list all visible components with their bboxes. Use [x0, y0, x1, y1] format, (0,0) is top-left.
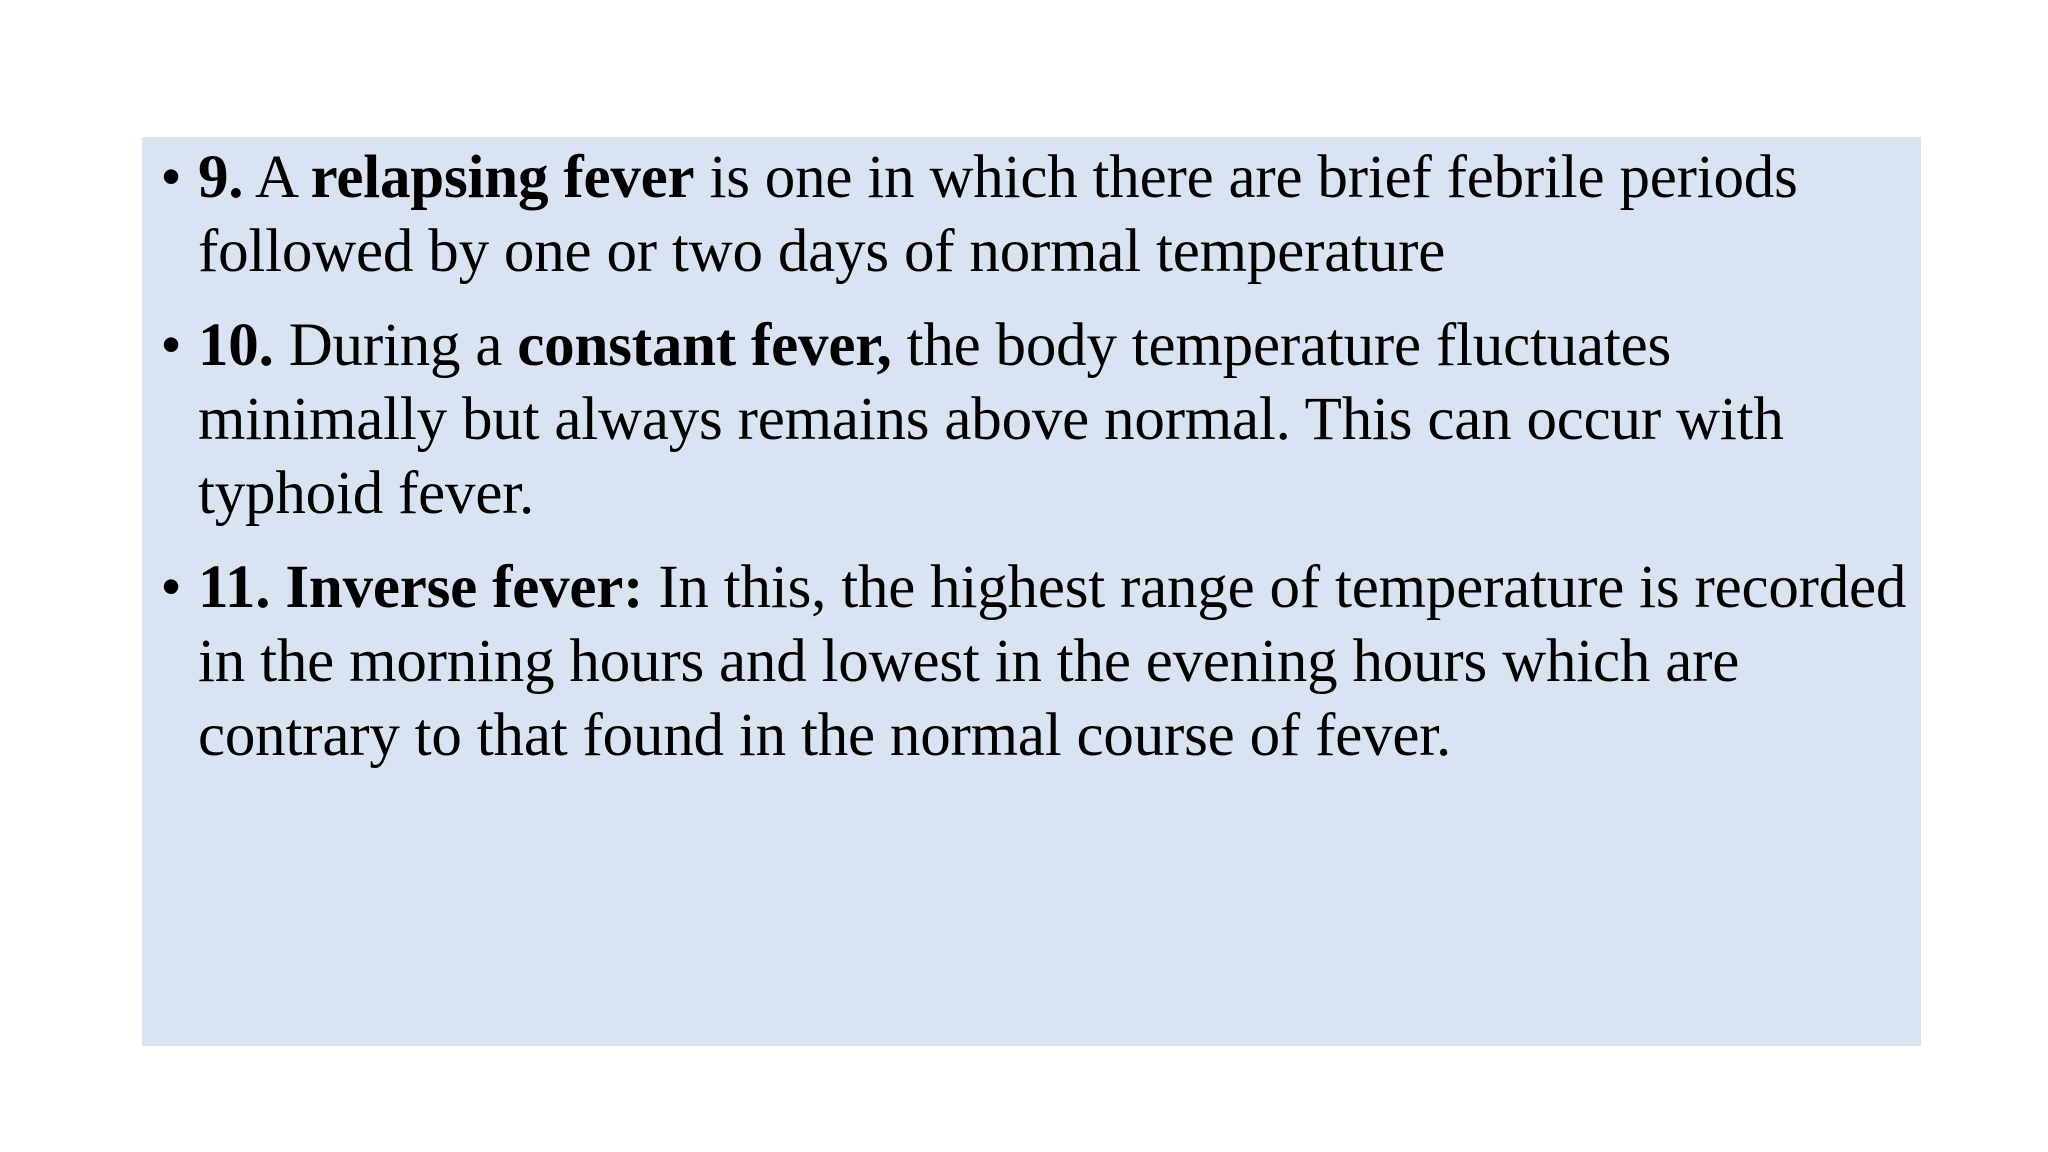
- item-text: the body temperature fluctuates minimally but always remains above normal. This can occur with typhoid fever.: [198, 312, 1784, 527]
- bullet-icon: •: [160, 144, 182, 211]
- item-text: During a: [273, 312, 518, 379]
- bullet-list: [156, 141, 1911, 773]
- item-text: A: [243, 144, 311, 211]
- bullet-item-constant-fever: [156, 309, 1911, 531]
- item-number: 10.: [198, 312, 274, 379]
- item-number: 9.: [198, 144, 244, 211]
- item-text: In this, the highest range of temperature is recorded in the morning hours and lowest in the evening hours which are contrary to that found in the normal course of fever.: [198, 554, 1907, 769]
- item-term: constant fever,: [517, 312, 892, 379]
- bullet-icon: •: [160, 312, 182, 379]
- bullet-icon: •: [160, 554, 182, 621]
- bullet-item-relapsing-fever: [156, 141, 1911, 289]
- item-term: 11. Inverse fever:: [198, 554, 644, 621]
- item-term: relapsing fever: [310, 144, 695, 211]
- bullet-item-inverse-fever: [156, 551, 1911, 773]
- content-box: [142, 137, 1921, 1046]
- item-text: is one in which there are brief febrile periods followed by one or two days of normal temperature: [198, 144, 1798, 285]
